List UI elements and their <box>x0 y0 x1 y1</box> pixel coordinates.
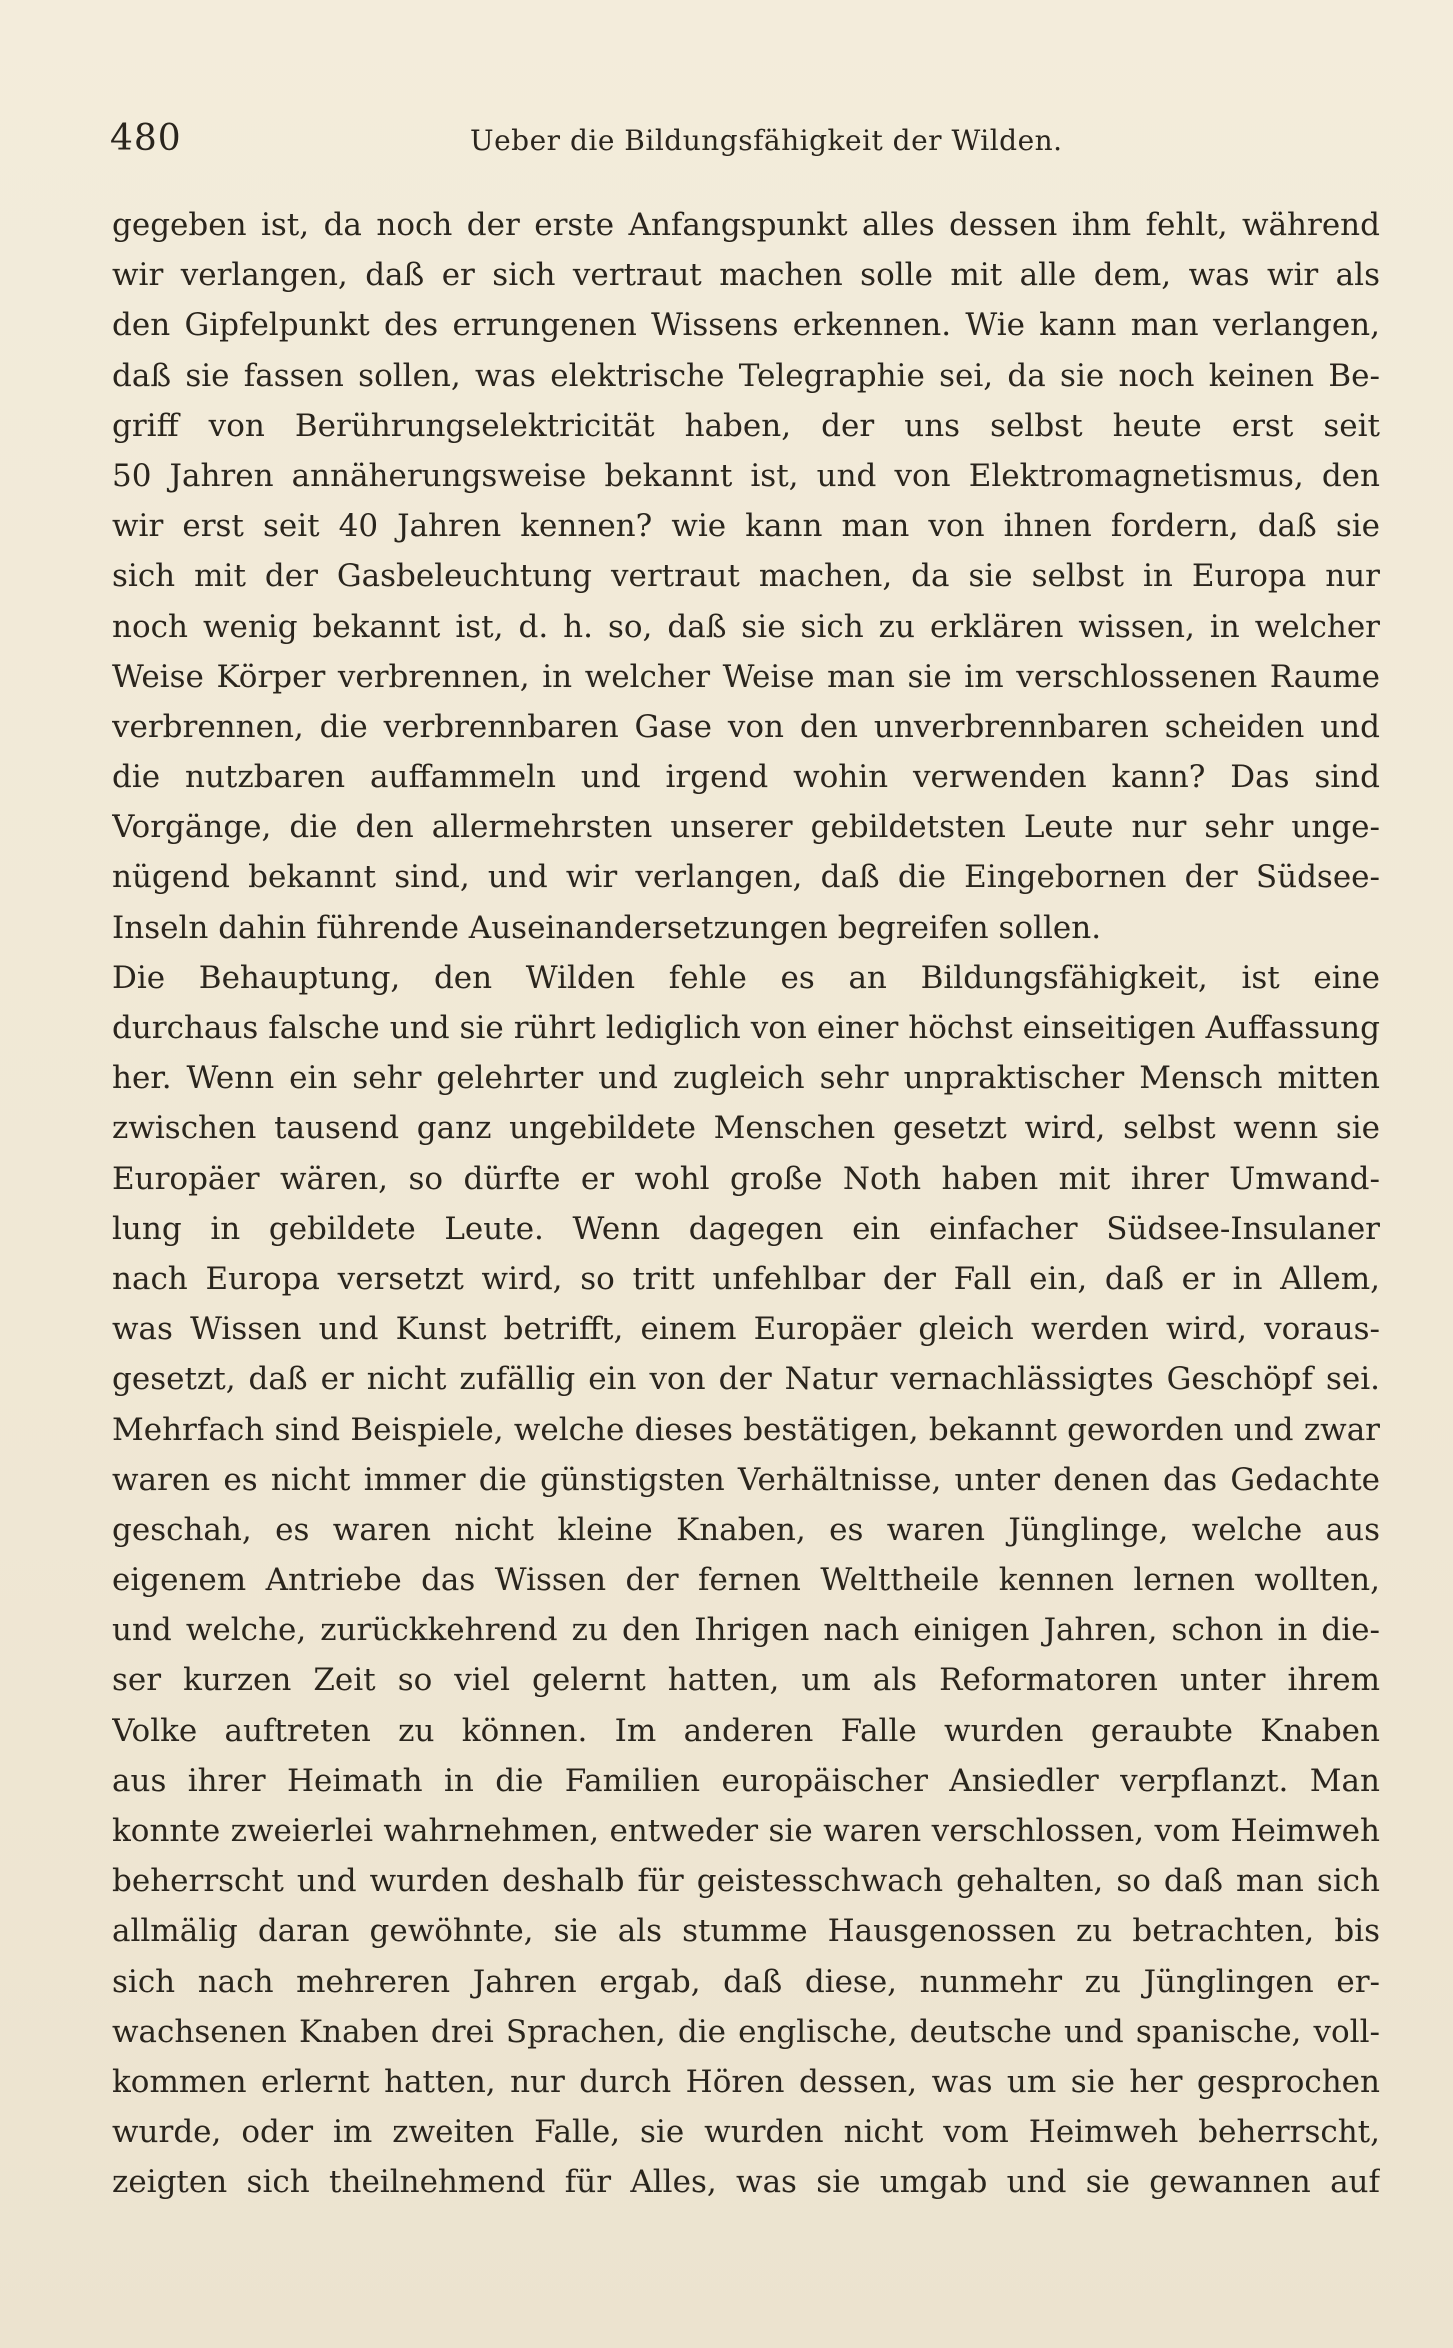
text-line: sich nach mehreren Jahren ergab, daß diese, nunmehr zu Jünglingen er- <box>112 1963 1380 2000</box>
text-line: eigenem Antriebe das Wissen der fernen Welttheile kennen lernen wollten, <box>112 1562 1380 1599</box>
text-line: nügend bekannt sind, und wir verlangen, daß die Eingebornen der Südsee- <box>112 859 1380 896</box>
text-line: Mehrfach sind Beispiele, welche dieses bestätigen, bekannt geworden und zwar <box>112 1411 1380 1448</box>
text-line: Vorgänge, die den allermehrsten unserer gebildetsten Leute nur sehr unge- <box>112 809 1380 846</box>
text-line: Europäer wären, so dürfte er wohl große Noth haben mit ihrer Umwand- <box>112 1160 1380 1197</box>
text-line: zwischen tausend ganz ungebildete Menschen gesetzt wird, selbst wenn sie <box>112 1110 1380 1147</box>
running-title: Ueber die Bildungsfähigkeit der Wilden. <box>470 124 1063 157</box>
text-line: Inseln dahin führende Auseinandersetzungen begreifen sollen. <box>112 909 1102 946</box>
text-line: wachsenen Knaben drei Sprachen, die englische, deutsche und spanische, voll- <box>112 2013 1380 2050</box>
body-text <box>112 200 1380 2208</box>
text-line: konnte zweierlei wahrnehmen, entweder sie waren verschlossen, vom Heimweh <box>112 1813 1380 1849</box>
text-line: geschah, es waren nicht kleine Knaben, es waren Jünglinge, welche aus <box>112 1511 1380 1548</box>
text-line: daß sie fassen sollen, was elektrische Telegraphie sei, da sie noch keinen Be- <box>112 357 1380 394</box>
text-line: 50 Jahren annäherungsweise bekannt ist, und von Elektromagnetismus, den <box>112 457 1380 494</box>
text-line: die nutzbaren auffammeln und irgend wohin verwenden kann? Das sind <box>112 759 1380 796</box>
text-line: gesetzt, daß er nicht zufällig ein von der Natur vernachlässigtes Geschöpf sei. <box>112 1361 1380 1398</box>
text-line: sich mit der Gasbeleuchtung vertraut machen, da sie selbst in Europa nur <box>112 558 1380 595</box>
text-line: Die Behauptung, den Wilden fehle es an Bildungsfähigkeit, ist eine <box>112 959 1380 996</box>
text-line: wurde, oder im zweiten Falle, sie wurden nicht vom Heimweh beherrscht, <box>112 2114 1380 2151</box>
text-line: wir erst seit 40 Jahren kennen? wie kann man von ihnen fordern, daß sie <box>112 508 1380 545</box>
text-line: kommen erlernt hatten, nur durch Hören dessen, was um sie her gesprochen <box>112 2063 1380 2100</box>
text-line: was Wissen und Kunst betrifft, einem Europäer gleich werden wird, voraus- <box>112 1311 1380 1348</box>
text-line: her. Wenn ein sehr gelehrter und zugleich sehr unpraktischer Mensch mitten <box>112 1060 1380 1097</box>
text-line: Weise Körper verbrennen, in welcher Weise man sie im verschlossenen Raume <box>112 658 1380 695</box>
text-line: und welche, zurückkehrend zu den Ihrigen nach einigen Jahren, schon in die- <box>112 1612 1380 1649</box>
text-line: allmälig daran gewöhnte, sie als stumme Hausgenossen zu betrachten, bis <box>112 1913 1380 1950</box>
text-line: wir verlangen, daß er sich vertraut machen solle mit alle dem, was wir als <box>112 257 1380 294</box>
text-line: durchaus falsche und sie rührt lediglich von einer höchst einseitigen Auffassung <box>112 1010 1380 1046</box>
text-line: den Gipfelpunkt des errungenen Wissens erkennen. Wie kann man verlangen, <box>112 307 1380 344</box>
text-line: zeigten sich theilnehmend für Alles, was sie umgab und sie gewannen auf <box>112 2164 1380 2201</box>
text-line: nach Europa versetzt wird, so tritt unfehlbar der Fall ein, daß er in Allem, <box>112 1260 1380 1297</box>
text-line: gegeben ist, da noch der erste Anfangspunkt alles dessen ihm fehlt, während <box>112 207 1380 243</box>
text-line: aus ihrer Heimath in die Familien europäischer Ansiedler verpflanzt. Man <box>112 1762 1380 1799</box>
text-line: noch wenig bekannt ist, d. h. so, daß sie sich zu erklären wissen, in welcher <box>112 608 1380 645</box>
text-line: waren es nicht immer die günstigsten Verhältnisse, unter denen das Gedachte <box>112 1461 1380 1498</box>
text-line: beherrscht und wurden deshalb für geistesschwach gehalten, so daß man sich <box>112 1863 1380 1900</box>
text-line: lung in gebildete Leute. Wenn dagegen ein einfacher Südsee-Insulaner <box>112 1210 1380 1247</box>
text-line: griff von Berührungselektricität haben, der uns selbst heute erst seit <box>112 407 1380 444</box>
text-line: Volke auftreten zu können. Im anderen Falle wurden geraubte Knaben <box>112 1712 1380 1749</box>
text-line: ser kurzen Zeit so viel gelernt hatten, um als Reformatoren unter ihrem <box>112 1662 1380 1699</box>
page-number: 480 <box>110 118 182 159</box>
text-line: verbrennen, die verbrennbaren Gase von den unverbrennbaren scheiden und <box>112 708 1380 745</box>
